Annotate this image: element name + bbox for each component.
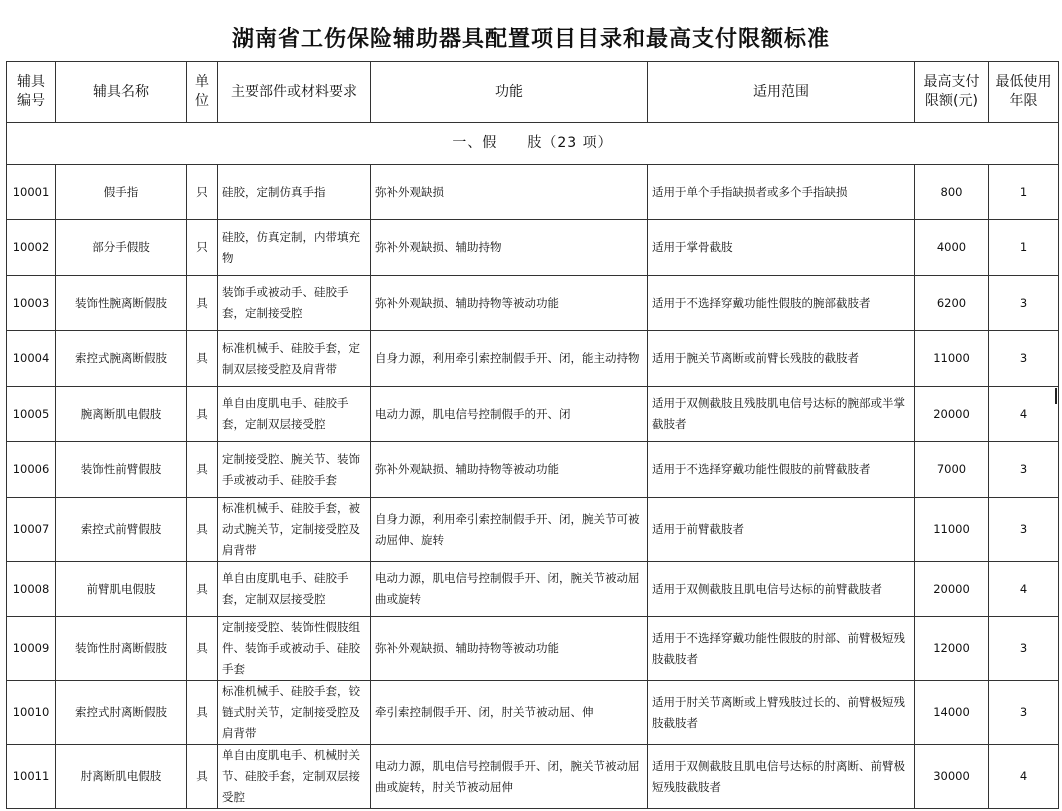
- header-code: 辅具编号: [7, 62, 56, 123]
- cell-materials: 定制接受腔、腕关节、装饰手或被动手、硅胶手套: [218, 442, 371, 498]
- cell-name: 装饰性前臂假肢: [56, 442, 187, 498]
- cell-materials: 硅胶，仿真定制，内带填充物: [218, 220, 371, 276]
- cell-limit: 800: [915, 165, 989, 220]
- cell-materials: 硅胶，定制仿真手指: [218, 165, 371, 220]
- cell-limit: 30000: [915, 745, 989, 809]
- cell-scope: 适用于腕关节离断或前臂长残肢的截肢者: [648, 331, 915, 387]
- cell-limit: 6200: [915, 276, 989, 331]
- cell-function: 电动力源，肌电信号控制假手开、闭，腕关节被动屈曲或旋转，肘关节被动屈伸: [371, 745, 648, 809]
- cell-years: 3: [989, 276, 1059, 331]
- cell-name: 肘离断肌电假肢: [56, 745, 187, 809]
- cell-materials: 标准机械手、硅胶手套，定制双层接受腔及肩背带: [218, 331, 371, 387]
- header-unit: 单位: [187, 62, 218, 123]
- cell-code: 10007: [7, 498, 56, 562]
- cell-code: 10011: [7, 745, 56, 809]
- cell-scope: 适用于肘关节离断或上臂残肢过长的、前臂极短残肢截肢者: [648, 681, 915, 745]
- cell-name: 假手指: [56, 165, 187, 220]
- catalog-table: [6, 61, 1059, 809]
- cell-years: 3: [989, 498, 1059, 562]
- cell-code: 10009: [7, 617, 56, 681]
- cell-unit: 只: [187, 165, 218, 220]
- table-row: [7, 331, 1059, 387]
- document-title: 湖南省工伤保险辅助器具配置项目目录和最高支付限额标准: [231, 27, 830, 52]
- cell-unit: 具: [187, 387, 218, 442]
- cell-materials: 单自由度肌电手、硅胶手套，定制双层接受腔: [218, 562, 371, 617]
- cell-unit: 具: [187, 331, 218, 387]
- cell-code: 10004: [7, 331, 56, 387]
- cell-limit: 4000: [915, 220, 989, 276]
- cell-scope: 适用于双侧截肢且肌电信号达标的肘离断、前臂极短残肢截肢者: [648, 745, 915, 809]
- cell-limit: 20000: [915, 562, 989, 617]
- cell-scope: 适用于单个手指缺损者或多个手指缺损: [648, 165, 915, 220]
- header-limit: 最高支付限额(元): [915, 62, 989, 123]
- cell-materials: 单自由度肌电手、机械肘关节、硅胶手套，定制双层接受腔: [218, 745, 371, 809]
- cell-name: 装饰性腕离断假肢: [56, 276, 187, 331]
- cell-years: 3: [989, 617, 1059, 681]
- cell-function: 牵引索控制假手开、闭，肘关节被动屈、伸: [371, 681, 648, 745]
- cell-years: 1: [989, 165, 1059, 220]
- cell-years: 4: [989, 387, 1059, 442]
- table-row: [7, 498, 1059, 562]
- cell-code: 10005: [7, 387, 56, 442]
- cell-function: 弥补外观缺损: [371, 165, 648, 220]
- header-materials: 主要部件或材料要求: [218, 62, 371, 123]
- table-row: [7, 442, 1059, 498]
- cell-function: 电动力源，肌电信号控制假手开、闭，腕关节被动屈曲或旋转: [371, 562, 648, 617]
- cell-unit: 具: [187, 442, 218, 498]
- cell-function: 弥补外观缺损、辅助持物: [371, 220, 648, 276]
- cell-code: 10002: [7, 220, 56, 276]
- cell-unit: 具: [187, 681, 218, 745]
- cell-code: 10006: [7, 442, 56, 498]
- cell-unit: 具: [187, 617, 218, 681]
- cell-name: 索控式前臂假肢: [56, 498, 187, 562]
- cell-unit: 具: [187, 276, 218, 331]
- cell-materials: 单自由度肌电手、硅胶手套，定制双层接受腔: [218, 387, 371, 442]
- table-row: [7, 745, 1059, 809]
- cell-function: 弥补外观缺损、辅助持物等被动功能: [371, 276, 648, 331]
- cell-years: 1: [989, 220, 1059, 276]
- table-row: [7, 387, 1059, 442]
- table-row: [7, 562, 1059, 617]
- cell-name: 部分手假肢: [56, 220, 187, 276]
- cell-limit: 11000: [915, 331, 989, 387]
- cell-name: 前臂肌电假肢: [56, 562, 187, 617]
- header-row: [7, 62, 1059, 123]
- cell-materials: 标准机械手、硅胶手套，铰链式肘关节，定制接受腔及肩背带: [218, 681, 371, 745]
- cell-code: 10010: [7, 681, 56, 745]
- cell-unit: 具: [187, 498, 218, 562]
- cell-limit: 20000: [915, 387, 989, 442]
- cell-materials: 定制接受腔、装饰性假肢组件、装饰手或被动手、硅胶手套: [218, 617, 371, 681]
- cell-materials: 标准机械手、硅胶手套，被动式腕关节，定制接受腔及肩背带: [218, 498, 371, 562]
- cell-function: 弥补外观缺损、辅助持物等被动功能: [371, 617, 648, 681]
- table-row: [7, 617, 1059, 681]
- table-row: [7, 681, 1059, 745]
- cell-unit: 具: [187, 562, 218, 617]
- cell-limit: 14000: [915, 681, 989, 745]
- cell-limit: 12000: [915, 617, 989, 681]
- cell-scope: 适用于前臂截肢者: [648, 498, 915, 562]
- text-cursor-mark: [1055, 388, 1057, 404]
- cell-years: 4: [989, 562, 1059, 617]
- cell-scope: 适用于不选择穿戴功能性假肢的前臂截肢者: [648, 442, 915, 498]
- header-scope: 适用范围: [648, 62, 915, 123]
- table-row: [7, 220, 1059, 276]
- cell-scope: 适用于不选择穿戴功能性假肢的腕部截肢者: [648, 276, 915, 331]
- section-title: 一、假 肢（23 项）: [7, 123, 1059, 165]
- section-row: [7, 123, 1059, 165]
- table-row: [7, 276, 1059, 331]
- cell-function: 自身力源，利用牵引索控制假手开、闭，腕关节可被动屈伸、旋转: [371, 498, 648, 562]
- cell-name: 索控式腕离断假肢: [56, 331, 187, 387]
- header-years: 最低使用年限: [989, 62, 1059, 123]
- cell-name: 索控式肘离断假肢: [56, 681, 187, 745]
- table-row: [7, 165, 1059, 220]
- cell-unit: 具: [187, 745, 218, 809]
- cell-years: 3: [989, 331, 1059, 387]
- cell-code: 10003: [7, 276, 56, 331]
- cell-function: 弥补外观缺损、辅助持物等被动功能: [371, 442, 648, 498]
- cell-unit: 只: [187, 220, 218, 276]
- cell-scope: 适用于双侧截肢且残肢肌电信号达标的腕部或半掌截肢者: [648, 387, 915, 442]
- header-function: 功能: [371, 62, 648, 123]
- cell-years: 3: [989, 681, 1059, 745]
- cell-scope: 适用于掌骨截肢: [648, 220, 915, 276]
- cell-scope: 适用于双侧截肢且肌电信号达标的前臂截肢者: [648, 562, 915, 617]
- header-name: 辅具名称: [56, 62, 187, 123]
- cell-limit: 7000: [915, 442, 989, 498]
- cell-function: 电动力源，肌电信号控制假手的开、闭: [371, 387, 648, 442]
- cell-code: 10001: [7, 165, 56, 220]
- cell-name: 装饰性肘离断假肢: [56, 617, 187, 681]
- cell-code: 10008: [7, 562, 56, 617]
- cell-scope: 适用于不选择穿戴功能性假肢的肘部、前臂极短残肢截肢者: [648, 617, 915, 681]
- cell-function: 自身力源，利用牵引索控制假手开、闭，能主动持物: [371, 331, 648, 387]
- cell-name: 腕离断肌电假肢: [56, 387, 187, 442]
- cell-limit: 11000: [915, 498, 989, 562]
- cell-materials: 装饰手或被动手、硅胶手套，定制接受腔: [218, 276, 371, 331]
- cell-years: 4: [989, 745, 1059, 809]
- cell-years: 3: [989, 442, 1059, 498]
